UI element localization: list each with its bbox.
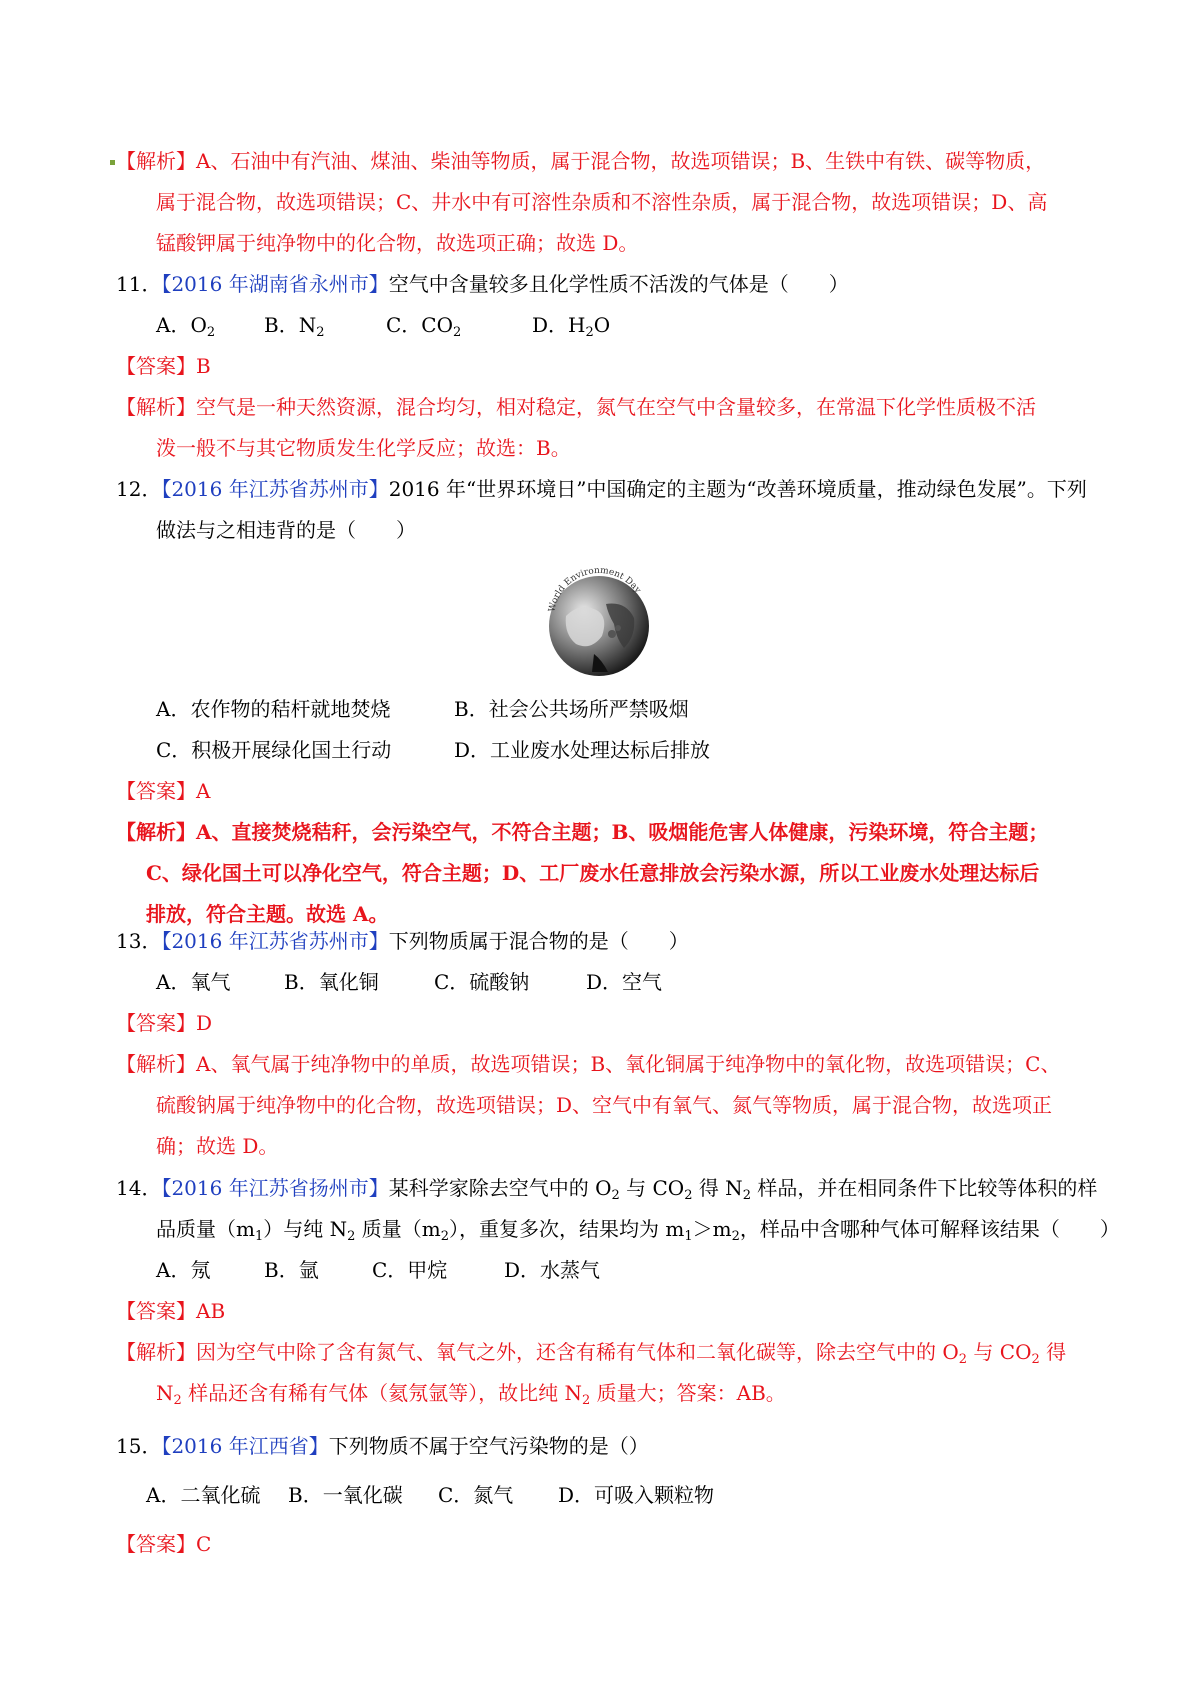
q12-analysis-label: 【解析】: [116, 820, 196, 844]
q14-option-b: B．氩: [264, 1258, 319, 1282]
q15-option-b: B．一氧化碳: [288, 1483, 403, 1507]
q11-option-b: B．$N_2$: [264, 313, 325, 340]
q11-answer-value: B: [196, 354, 211, 378]
q13-analysis-line-1: [116, 1051, 1060, 1077]
q10-analysis-line-2: 属于混合物，故选项错误；C、井水中有可溶性杂质和不溶性杂质，属于混合物，故选项错误；D、高: [156, 190, 1048, 214]
q10-analysis-text: A、石油中有汽油、煤油、柴油等物质，属于混合物，故选项错误；B、生铁中有铁、碳等物质，: [196, 149, 1046, 173]
q14-analysis-line-2: $N_2$ 样品还含有稀有气体（氦氖氩等），故比纯 $N_2$ 质量大；答案：AB。: [156, 1381, 786, 1408]
q13-stem: [116, 928, 689, 954]
q12-analysis-text: A、直接焚烧秸秆，会污染空气，不符合主题；B、吸烟能危害人体健康，污染环境，符合主题；: [196, 820, 1049, 844]
q14-source: 【2016 年江苏省扬州市】: [161, 1176, 389, 1200]
q12-option-d: D．工业废水处理达标后排放: [454, 738, 711, 762]
q12-source: 【2016 年江苏省苏州市】: [161, 477, 389, 501]
q11-number: 11．: [116, 272, 162, 296]
q13-answer-value: D: [196, 1011, 213, 1035]
q12-stem-text: 2016 年“世界环境日”中国确定的主题为“改善环境质量，推动绿色发展”。下列: [388, 477, 1087, 501]
q12-answer-value: A: [196, 779, 211, 803]
q14-stem-line-2: 品质量$(m_1)$与纯 $N_2$ 质量$(m_2)$，重复多次，结果均为 $m_1>m_2$，样品中含哪种气体可解释该结果（ ）: [156, 1217, 1120, 1244]
q15-answer-value: C: [196, 1532, 212, 1556]
q14-options: [156, 1257, 600, 1283]
q15-option-a: A．二氧化硫: [146, 1483, 261, 1507]
q15-answer-label: 【答案】: [116, 1532, 196, 1556]
q12-answer-label: 【答案】: [116, 779, 196, 803]
q15-option-c: C．氮气: [438, 1483, 514, 1507]
q15-source: 【2016 年江西省】: [161, 1434, 329, 1458]
q12-option-a: A．农作物的秸杆就地焚烧: [156, 697, 391, 721]
q15-option-d: D．可吸入颗粒物: [558, 1483, 715, 1507]
q11-analysis-line-2: 泼一般不与其它物质发生化学反应；故选：B。: [156, 436, 571, 460]
q10-analysis-label: 【解析】: [116, 149, 196, 173]
q12-options-row-1: [156, 696, 689, 722]
q13-stem-text: 下列物质属于混合物的是（ ）: [388, 929, 689, 953]
q13-analysis-label: 【解析】: [116, 1052, 196, 1076]
q11-analysis-text: 空气是一种天然资源，混合均匀，相对稳定，氮气在空气中含量较多，在常温下化学性质极不活: [196, 395, 1036, 419]
q12-options-row-2: [156, 737, 710, 763]
q14-answer: [116, 1298, 225, 1324]
q12-number: 12．: [116, 477, 162, 501]
q13-option-c: C．硫酸钠: [434, 970, 530, 994]
q11-option-a: A．$O_2$: [156, 313, 216, 340]
q14-answer-value: AB: [196, 1299, 226, 1323]
q11-answer-label: 【答案】: [116, 354, 196, 378]
q13-analysis-line-3: 确；故选 D。: [156, 1134, 279, 1158]
q14-number: 14．: [116, 1176, 162, 1200]
q13-source: 【2016 年江苏省苏州市】: [161, 929, 389, 953]
q15-stem: [116, 1433, 649, 1459]
q11-stem: [116, 271, 849, 297]
q15-answer: [116, 1531, 211, 1557]
q12-answer: [116, 778, 210, 804]
q11-option-d: D．$H_2O$: [532, 313, 611, 340]
q11-stem-text: 空气中含量较多且化学性质不活泼的气体是（ ）: [388, 272, 849, 296]
q11-source: 【2016 年湖南省永州市】: [161, 272, 389, 296]
q14-option-d: D．水蒸气: [504, 1258, 601, 1282]
q11-analysis-label: 【解析】: [116, 395, 196, 419]
q12-option-c: C．积极开展绿化国土行动: [156, 738, 392, 762]
q13-option-b: B．氧化铜: [284, 970, 379, 994]
q13-analysis-text: A、氧气属于纯净物中的单质，故选项错误；B、氧化铜属于纯净物中的氧化物，故选项错误；C、: [196, 1052, 1061, 1076]
q13-number: 13．: [116, 929, 162, 953]
globe-caption: World Environment Day: [547, 565, 643, 614]
q11-answer: [116, 353, 211, 379]
q15-number: 15．: [116, 1434, 162, 1458]
q13-options: [156, 969, 662, 995]
q14-option-a: A．氖: [156, 1258, 211, 1282]
world-environment-day-globe-image: [536, 556, 662, 682]
q13-option-a: A．氧气: [156, 970, 231, 994]
q11-analysis-line-1: [116, 394, 1036, 420]
q13-analysis-line-2: 硫酸钠属于纯净物中的化合物，故选项错误；D、空气中有氧气、氮气等物质，属于混合物，故选项正: [156, 1093, 1053, 1117]
q12-analysis-line-2: C、绿化国土可以净化空气，符合主题；D、工厂废水任意排放会污染水源，所以工业废水处理达标后: [146, 861, 1040, 885]
q12-stem-line-1: [116, 476, 1087, 502]
q12-analysis-line-3: 排放，符合主题。故选 A。: [146, 902, 389, 926]
q15-stem-text: 下列物质不属于空气污染物的是（）: [328, 1434, 649, 1458]
q14-answer-label: 【答案】: [116, 1299, 196, 1323]
q13-option-d: D．空气: [586, 970, 663, 994]
q12-option-b: B．社会公共场所严禁吸烟: [454, 697, 689, 721]
q10-analysis-line-3: 锰酸钾属于纯净物中的化合物，故选项正确；故选 D。: [156, 231, 639, 255]
q14-option-c: C．甲烷: [372, 1258, 448, 1282]
q15-options: [146, 1482, 714, 1508]
decorative-dot: [110, 160, 115, 165]
q13-answer-label: 【答案】: [116, 1011, 196, 1035]
q10-analysis-line-1: [116, 148, 1045, 174]
q11-option-c: C．$CO_2$: [386, 313, 462, 340]
q11-options: [156, 312, 610, 338]
q14-analysis-label: 【解析】: [116, 1340, 196, 1364]
q12-analysis-line-1: [116, 819, 1048, 845]
q14-stem-line-1: 14．【2016 年江苏省扬州市】某科学家除去空气中的 $O_2$ 与 $CO_2$ 得 $N_2$ 样品，并在相同条件下比较等体积的样: [116, 1176, 1098, 1203]
q13-answer: [116, 1010, 212, 1036]
q12-stem-line-2: 做法与之相违背的是（ ）: [156, 518, 416, 542]
q14-analysis-line-1: 【解析】因为空气中除了含有氮气、氧气之外，还含有稀有气体和二氧化碳等，除去空气中的 $O_2$ 与 $CO_2$ 得: [116, 1340, 1067, 1367]
